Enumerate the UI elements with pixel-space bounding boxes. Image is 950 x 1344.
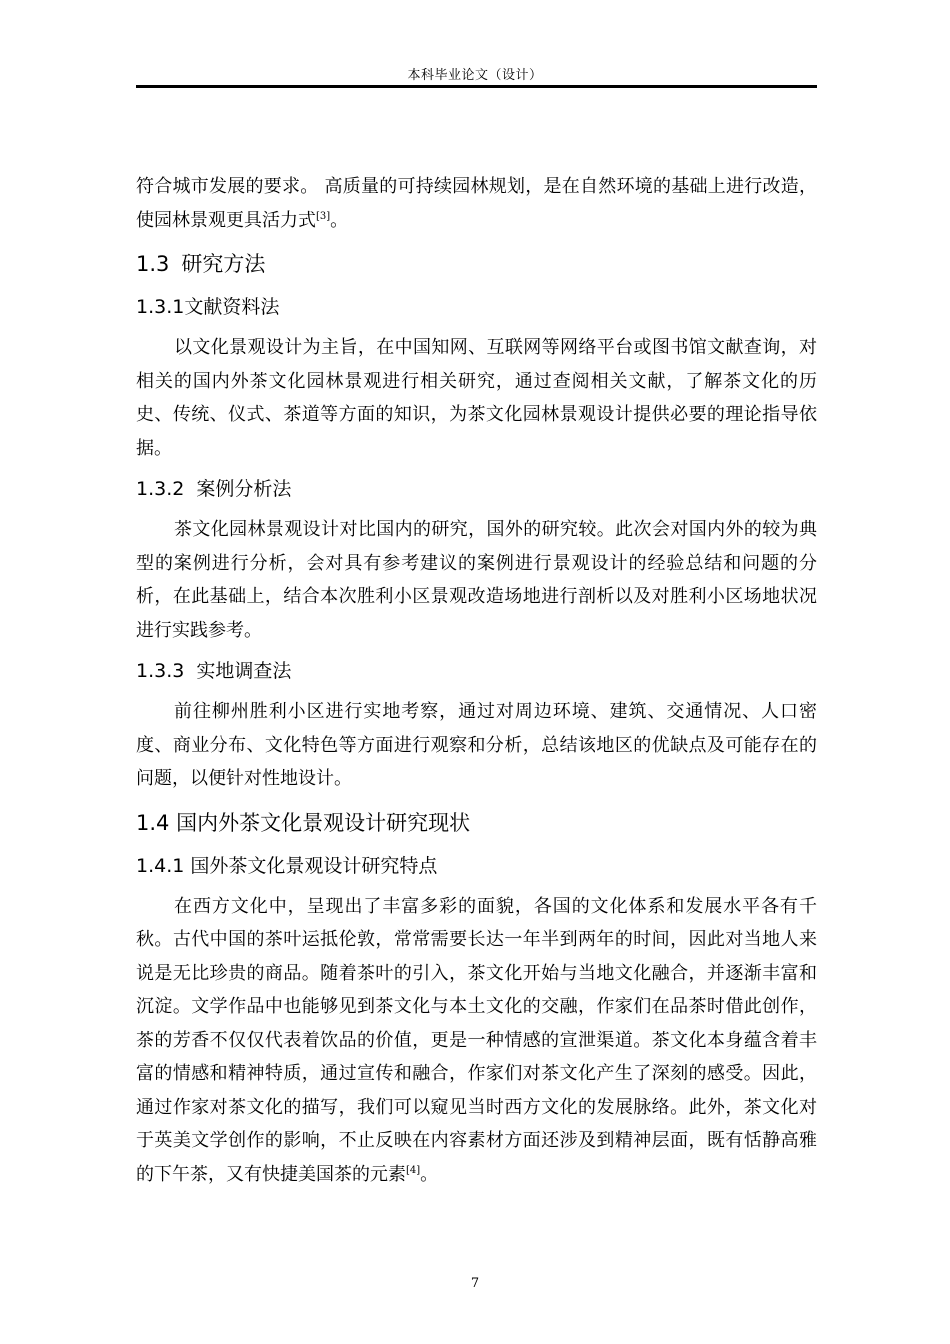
paragraph-end: 。 [420,1163,439,1185]
paragraph-text: 符合城市发展的要求。 高质量的可持续园林规划，是在自然环境的基础上进行改造，使园林景观更具活力式 [136,176,817,231]
section-title: 案例分析法 [196,478,292,500]
running-header: 本科毕业论文（设计） [407,68,543,83]
section-title: 研究方法 [181,252,266,276]
paragraph-continued [136,170,817,237]
section-number: 1.4 [136,810,170,835]
page-number: 7 [470,1276,480,1291]
paragraph-field-survey: 前往柳州胜利小区进行实地考察，通过对周边环境、建筑、交通情况、人口密度、商业分布、文化特色等方面进行观察和分析，总结该地区的优缺点及可能存在的问题，以便针对性地设计。 [136,701,817,789]
section-number: 1.4.1 [136,854,185,877]
section-title: 国外茶文化景观设计研究特点 [190,854,438,877]
citation: [3] [316,210,331,222]
paragraph-literature-method: 以文化景观设计为主旨，在中国知网、互联网等网络平台或图书馆文献查询，对相关的国内外茶文化园林景观进行相关研究，通过查阅相关文献，了解茶文化的历史、传统、仪式、茶道等方面的知识，为茶文化园林景观设计提供必要的理论指导依据。 [136,337,817,459]
section-heading-1-4 [136,806,817,840]
paragraph-case-analysis: 茶文化园林景观设计对比国内的研究，国外的研究较。此次会对国内外的较为典型的案例进行分析，会对具有参考建议的案例进行景观设计的经验总结和问题的分析，在此基础上，结合本次胜利小区景观改造场地进行剖析以及对胜利小区场地状况进行实践参考。 [136,519,817,641]
body-content [136,170,817,1191]
subsection-heading-1-3-3 [136,655,817,687]
subsection-heading-1-3-1 [136,291,817,323]
section-number: 1.3.1 [136,296,185,318]
section-title: 文献资料法 [184,296,280,318]
paragraph-foreign-research [136,890,817,1192]
section-title: 实地调查法 [196,660,292,682]
citation: [4] [406,1164,421,1176]
section-number: 1.3.3 [136,660,185,682]
paragraph-end: 。 [330,209,349,231]
header-rule [136,85,817,88]
section-heading-1-3 [136,247,817,281]
paragraph-text: 在西方文化中，呈现出了丰富多彩的面貌，各国的文化体系和发展水平各有千秋。古代中国的茶叶运抵伦敦，常常需要长达一年半到两年的时间，因此对当地人来说是无比珍贵的商品。随着茶叶的引入，茶文化开始与当地文化融合，并逐渐丰富和沉淀。文学作品中也能够见到茶文化与本土文化的交融，作家们在品茶时借此创作，茶的芳香不仅仅代表着饮品的价值，更是一种情感的宣泄渠道。茶文化本身蕴含着丰富的情感和精神特质，通过宣传和融合，作家们对茶文化产生了深刻的感受。因此，通过作家对茶文化的描写，我们可以窥见当时西方文化的发展脉络。此外，茶文化对于英美文学创作的影响，不止反映在内容素材方面还涉及到精神层面，既有恬静高雅的下午茶，又有快捷美国茶的元素 [136,895,817,1185]
subsection-heading-1-3-2 [136,473,817,505]
subsection-heading-1-4-1 [136,850,817,882]
section-title: 国内外茶文化景观设计研究现状 [176,810,471,835]
section-number: 1.3.2 [136,478,185,500]
section-number: 1.3 [136,252,170,276]
